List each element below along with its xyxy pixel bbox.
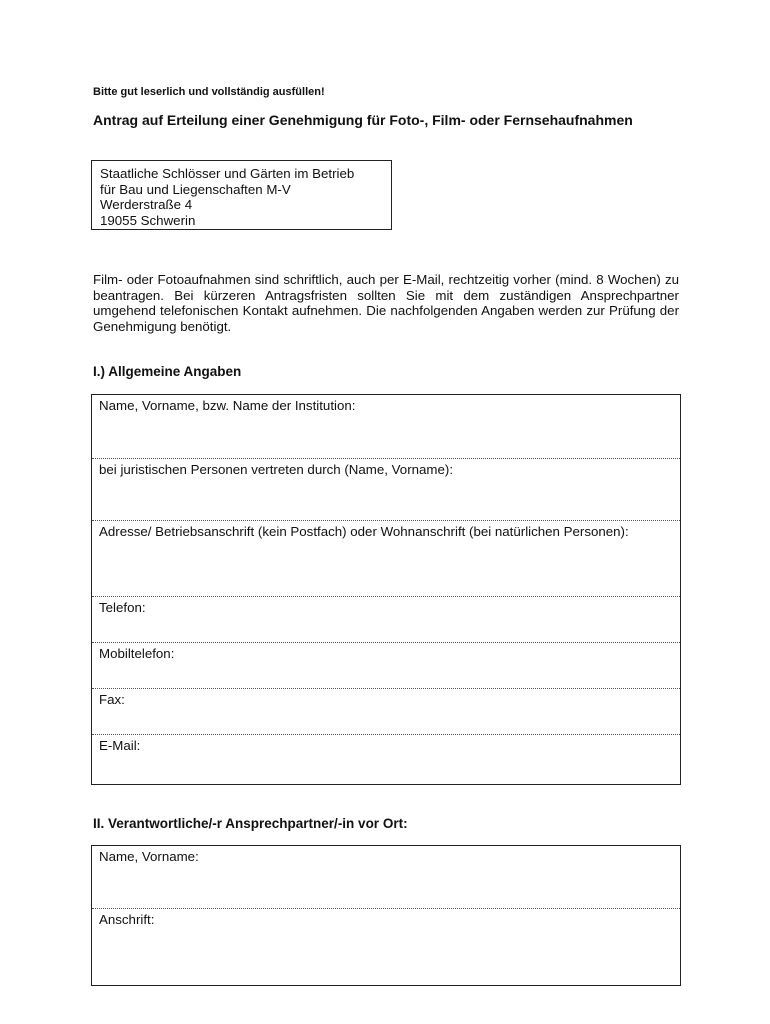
field-label: Anschrift: [99,912,155,927]
address-line: für Bau und Liegenschaften M-V [100,181,291,197]
field-legal-representative[interactable] [92,458,680,520]
field-label: Name, Vorname, bzw. Name der Institution: [99,398,356,413]
field-fax[interactable] [92,688,680,734]
field-phone[interactable] [92,596,680,642]
contact-person-form [91,845,681,986]
recipient-address-box [91,160,392,230]
field-label: E-Mail: [99,738,141,753]
field-label: Name, Vorname: [99,849,199,864]
address-line: Staatliche Schlösser und Gärten im Betrieb [100,166,355,181]
field-label: Fax: [99,692,125,707]
field-label: Telefon: [99,600,146,615]
field-contact-name[interactable] [92,846,680,908]
field-label: Mobiltelefon: [99,646,175,661]
field-label: bei juristischen Personen vertreten durch (Name, Vorname): [99,462,454,477]
general-info-form [91,394,681,785]
address-line: Werderstraße 4 [100,197,193,212]
section-heading-contact: II. Verantwortliche/-r Ansprechpartner/-in vor Ort: [93,816,408,831]
section-heading-general: I.) Allgemeine Angaben [93,364,242,379]
field-label: Adresse/ Betriebsanschrift (kein Postfach) oder Wohnanschrift (bei natürlichen Personen): [99,524,629,539]
field-address[interactable] [92,520,680,596]
intro-paragraph: Film- oder Fotoaufnahmen sind schriftlich, auch per E-Mail, rechtzeitig vorher (mind. 8 Wochen) zu beantragen. Bei kürzeren Antragsfristen sollten Sie mit dem zuständigen Ansprechpartner umgehend telefonischen Kontakt aufnehmen. Die nachfolgenden Angaben werden zur Prüfung der Genehmigung benötigt. [93,272,679,334]
address-line: 19055 Schwerin [100,212,196,228]
form-title: Antrag auf Erteilung einer Genehmigung für Foto-, Film- oder Fernsehaufnahmen [93,112,633,128]
field-mobile[interactable] [92,642,680,688]
field-name-institution[interactable] [92,395,680,458]
field-contact-address[interactable] [92,908,680,985]
fill-instruction: Bitte gut leserlich und vollständig ausfüllen! [93,86,325,98]
field-email[interactable] [92,734,680,784]
